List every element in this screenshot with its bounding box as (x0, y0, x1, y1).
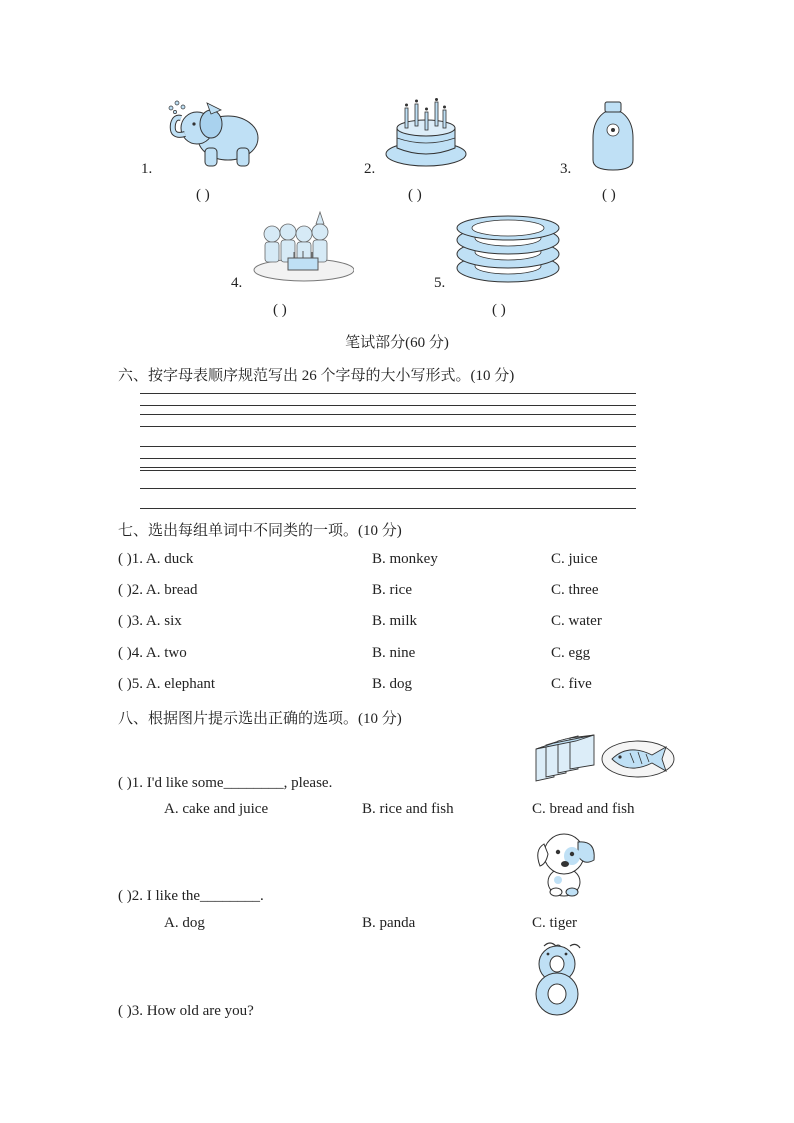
birthday-cake-icon (385, 98, 467, 170)
question-stem: ( )1. I'd like some________, please. (118, 775, 333, 791)
question-option-a: ( )1. A. duck (118, 551, 194, 567)
option-c: C. tiger (532, 915, 577, 931)
picture-number: 3. (560, 161, 572, 177)
bread-and-fish-icon (532, 733, 676, 783)
question-option-a: ( )2. A. bread (118, 582, 198, 598)
question-option-a: ( )4. A. two (118, 645, 187, 661)
question-stem: ( )3. How old are you? (118, 1003, 254, 1019)
option-c: C. egg (551, 645, 591, 661)
option-b: B. rice and fish (362, 801, 454, 817)
elephant-icon (163, 98, 263, 170)
option-b: B. milk (372, 613, 418, 629)
answer-bracket[interactable]: ( ) (492, 302, 506, 318)
question-stem: ( )2. I like the________. (118, 888, 264, 904)
option-a: A. dog (164, 915, 205, 931)
answer-bracket[interactable]: ( ) (196, 187, 210, 203)
section7-title: 七、选出每组单词中不同类的一项。(10 分) (118, 523, 402, 539)
picture-number: 1. (141, 161, 153, 177)
dog-icon (532, 826, 598, 900)
bottle-icon (590, 100, 636, 172)
answer-bracket[interactable]: ( ) (408, 187, 422, 203)
option-c: C. juice (551, 551, 598, 567)
picture-number: 5. (434, 275, 446, 291)
picture-number: 4. (231, 275, 243, 291)
answer-bracket[interactable]: ( ) (273, 302, 287, 318)
answer-bracket[interactable]: ( ) (602, 187, 616, 203)
option-b: B. nine (372, 645, 416, 661)
question-option-a: ( )3. A. six (118, 613, 182, 629)
question-option-a: ( )5. A. elephant (118, 676, 216, 692)
birthday-party-icon (252, 210, 354, 282)
section8-title: 八、根据图片提示选出正确的选项。(10 分) (118, 711, 402, 727)
picture-number: 2. (364, 161, 376, 177)
option-c: C. five (551, 676, 592, 692)
option-c: C. bread and fish (532, 801, 635, 817)
option-b: B. rice (372, 582, 412, 598)
written-part-title: 笔试部分(60 分) (345, 335, 449, 351)
section6-title: 六、按字母表顺序规范写出 26 个字母的大小写形式。(10 分) (118, 368, 515, 384)
option-b: B. panda (362, 915, 416, 931)
number-eight-icon (530, 940, 584, 1016)
option-b: B. dog (372, 676, 413, 692)
option-c: C. three (551, 582, 599, 598)
plates-icon (455, 214, 561, 286)
option-a: A. cake and juice (164, 801, 269, 817)
option-c: C. water (551, 613, 602, 629)
option-b: B. monkey (372, 551, 438, 567)
